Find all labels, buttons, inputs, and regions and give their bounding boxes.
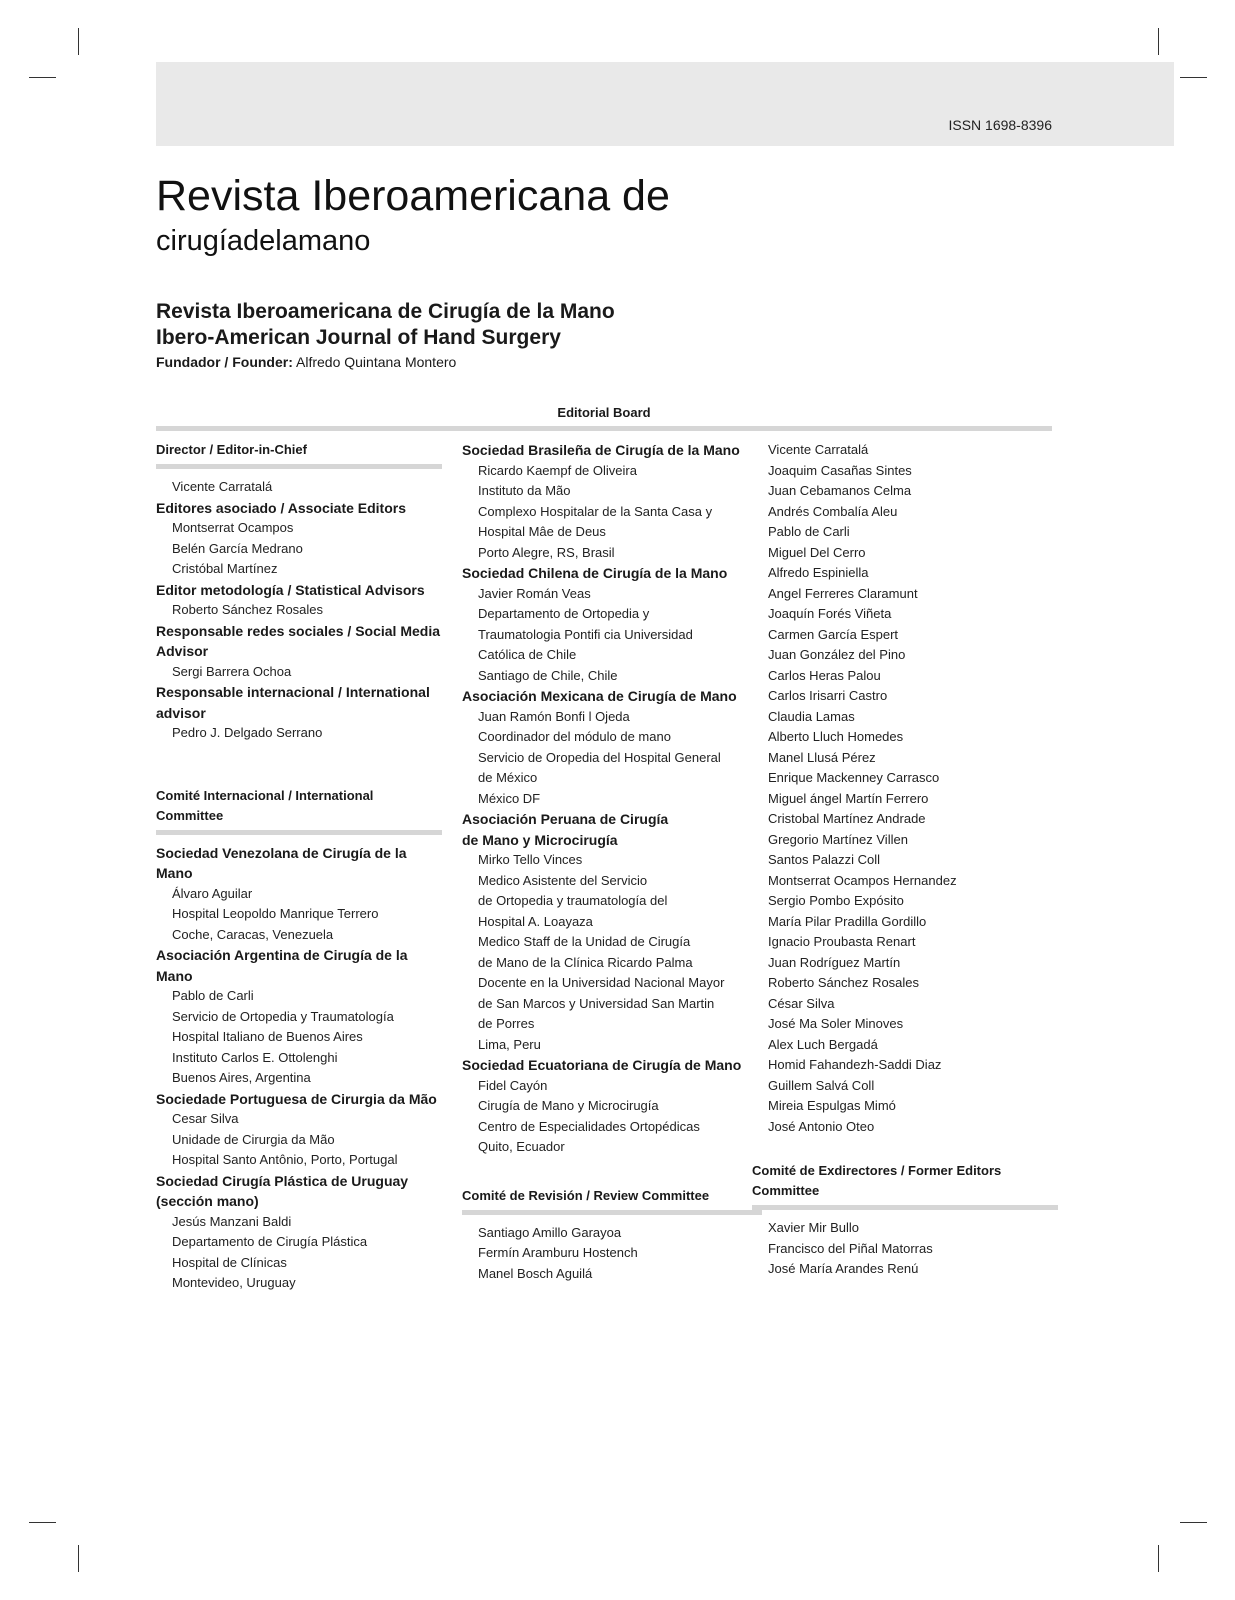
social-media-advisor: Sergi Barrera Ochoa [172, 663, 292, 679]
column-right [752, 440, 1058, 1280]
list-item: Servicio de Ortopedia y Traumatología [172, 1008, 394, 1024]
list-item: Xavier Mir Bullo [768, 1220, 860, 1235]
society-mexico: Asociación Mexicana de Cirugía de Mano [462, 688, 737, 704]
social-media-title-cont: Advisor [156, 643, 209, 659]
society-argentina: Asociación Argentina de Cirugía de la [156, 947, 408, 963]
list-item: México DF [478, 790, 541, 806]
society-argentina-cont: Mano [156, 967, 193, 984]
crop-mark [78, 28, 79, 55]
society-ecuador: Sociedad Ecuatoriana de Cirugía de Mano [462, 1057, 742, 1073]
list-item: de México [478, 770, 538, 785]
list-item: Andrés Combalía Aleu [768, 503, 898, 519]
list-item: Servicio de Oropedia del Hospital General [478, 749, 721, 765]
list-item: de Mano de la Clínica Ricardo Palma [478, 954, 693, 970]
crop-mark [78, 1545, 79, 1572]
list-item: Manel Llusá Pérez [768, 749, 876, 765]
list-item: Manel Bosch Aguilá [478, 1265, 593, 1281]
social-media-title: Responsable redes sociales / Social Media [156, 622, 441, 639]
list-item: Sergio Pombo Expósito [768, 893, 904, 908]
list-item: Alfredo Espiniella [768, 565, 869, 580]
list-item: Coche, Caracas, Venezuela [172, 926, 334, 942]
list-item: Hospital A. Loayaza [478, 913, 593, 929]
list-item: Juan Cebamanos Celma [768, 483, 912, 498]
journal-subtitle: cirugíadelamano [156, 225, 371, 257]
list-item: Guillem Salvá Coll [768, 1077, 875, 1093]
crop-mark [29, 1522, 56, 1523]
list-item: Homid Fahandezh-Saddi Diaz [768, 1057, 942, 1072]
list-item: Hospital de Clínicas [172, 1254, 287, 1270]
list-item: José Antonio Oteo [768, 1118, 875, 1134]
list-item: Santos Palazzi Coll [768, 852, 880, 867]
section-rule [752, 1205, 1058, 1210]
journal-name-es: Revista Iberoamericana de Cirugía de la Mano [156, 300, 615, 323]
list-item: Carlos Heras Palou [768, 667, 881, 683]
list-item: Departamento de Cirugía Plástica [172, 1234, 368, 1249]
list-item: Porto Alegre, RS, Brasil [478, 544, 615, 560]
list-item: Miguel Del Cerro [768, 544, 866, 560]
list-item: Instituto da Mão [478, 483, 571, 498]
list-item: Alberto Lluch Homedes [768, 729, 904, 744]
editorial-board-rule [156, 426, 1052, 431]
issn: ISSN 1698-8396 [948, 117, 1052, 133]
society-brasil: Sociedad Brasileña de Cirugía de la Mano [462, 442, 740, 458]
list-item: Cirugía de Mano y Microcirugía [478, 1098, 659, 1113]
crop-mark [1158, 1545, 1159, 1572]
list-item: Álvaro Aguilar [172, 885, 253, 901]
review-committee-members [768, 440, 1058, 1137]
list-item: Enrique Mackenney Carrasco [768, 770, 940, 785]
list-item: Centro de Especialidades Ortopédicas [478, 1118, 700, 1134]
list-item: Traumatologia Pontifi cia Universidad [478, 626, 693, 642]
list-item: César Silva [768, 995, 835, 1011]
society-portugal: Sociedade Portuguesa de Cirurgia da Mão [156, 1090, 437, 1107]
list-item: Francisco del Piñal Matorras [768, 1240, 933, 1256]
list-item: Cesar Silva [172, 1111, 239, 1126]
society-uruguay: Sociedad Cirugía Plástica de Uruguay [156, 1172, 409, 1189]
international-advisor: Pedro J. Delgado Serrano [172, 725, 323, 740]
list-item: Montevideo, Uruguay [172, 1275, 296, 1290]
list-item: Hospital Italiano de Buenos Aires [172, 1029, 363, 1044]
list-item: Hospital Leopoldo Manrique Terrero [172, 906, 379, 921]
international-advisor-title: Responsable internacional / International [156, 684, 430, 700]
list-item: Buenos Aires, Argentina [172, 1070, 311, 1085]
column-left [156, 440, 442, 1294]
list-item: Docente en la Universidad Nacional Mayor [478, 975, 725, 990]
section-rule [156, 830, 442, 835]
director-name: Vicente Carratalá [172, 479, 273, 494]
list-item: Montserrat Ocampos Hernandez [768, 872, 957, 888]
list-item: Fidel Cayón [478, 1077, 548, 1093]
list-item: Pablo de Carli [768, 524, 850, 539]
list-item: Pablo de Carli [172, 988, 254, 1003]
section-rule [156, 464, 442, 469]
society-peru: Asociación Peruana de Cirugía [462, 811, 669, 827]
list-item: Miguel ángel Martín Ferrero [768, 790, 929, 806]
associate-editor: Belén García Medrano [172, 540, 303, 556]
journal-title: Revista Iberoamericana de [156, 172, 670, 220]
former-editors-title: Comité de Exdirectores / Former Editors [752, 1163, 1002, 1178]
associate-editors-title: Editores asociado / Associate Editors [156, 499, 407, 516]
list-item: Alex Luch Bergadá [768, 1036, 878, 1052]
crop-mark [29, 77, 56, 78]
list-item: Lima, Peru [478, 1036, 541, 1052]
list-item: Cristobal Martínez Andrade [768, 811, 926, 826]
list-item: Hospital Mâe de Deus [478, 524, 606, 539]
list-item: Angel Ferreres Claramunt [768, 585, 918, 601]
society-venezuela-cont: Mano [156, 865, 193, 881]
list-item: María Pilar Pradilla Gordillo [768, 913, 927, 929]
list-item: Juan Ramón Bonfi l Ojeda [478, 708, 630, 724]
founder-line [156, 353, 456, 371]
founder-name: Alfredo Quintana Montero [292, 354, 457, 370]
crop-mark [1180, 1522, 1207, 1523]
list-item: José María Arandes Renú [768, 1261, 919, 1276]
former-editors-title-cont: Committee [752, 1183, 820, 1198]
list-item: Medico Staff de la Unidad de Cirugía [478, 934, 691, 949]
list-item: Complexo Hospitalar de la Santa Casa y [478, 503, 713, 519]
list-item: Católica de Chile [478, 647, 577, 662]
section-rule [462, 1210, 762, 1215]
crop-mark [1158, 28, 1159, 55]
list-item: Javier Román Veas [478, 585, 591, 601]
list-item: Fermín Aramburu Hostench [478, 1245, 638, 1260]
list-item: Joaquim Casañas Sintes [768, 462, 912, 478]
list-item: Vicente Carratalá [768, 442, 869, 457]
list-item: Santiago Amillo Garayoa [478, 1224, 622, 1240]
column-middle [462, 440, 762, 1284]
associate-editor: Cristóbal Martínez [172, 561, 278, 576]
list-item: Juan González del Pino [768, 647, 906, 662]
journal-name-en: Ibero-American Journal of Hand Surgery [156, 326, 561, 349]
list-item: Mirko Tello Vinces [478, 852, 583, 867]
list-item: Hospital Santo Antônio, Porto, Portugal [172, 1152, 398, 1167]
society-peru-cont: de Mano y Microcirugía [462, 831, 618, 848]
list-item: Instituto Carlos E. Ottolenghi [172, 1049, 338, 1065]
header-band [156, 62, 1174, 146]
list-item: Departamento de Ortopedia y [478, 606, 650, 621]
society-venezuela: Sociedad Venezolana de Cirugía de la [156, 844, 407, 861]
society-chile: Sociedad Chilena de Cirugía de la Mano [462, 565, 728, 581]
list-item: Santiago de Chile, Chile [478, 667, 618, 683]
list-item: Gregorio Martínez Villen [768, 831, 908, 847]
list-item: Quito, Ecuador [478, 1139, 565, 1154]
list-item: José Ma Soler Minoves [768, 1016, 904, 1031]
review-committee-title: Comité de Revisión / Review Committee [462, 1187, 710, 1203]
founder-label: Fundador / Founder: [156, 354, 293, 370]
crop-mark [1180, 77, 1207, 78]
list-item: Juan Rodríguez Martín [768, 954, 901, 970]
list-item: Ricardo Kaempf de Oliveira [478, 462, 637, 478]
list-item: de San Marcos y Universidad San Martin [478, 995, 715, 1011]
list-item: Ignacio Proubasta Renart [768, 934, 916, 949]
list-item: Jesús Manzani Baldi [172, 1213, 292, 1229]
list-item: de Ortopedia y traumatología del [478, 893, 668, 908]
list-item: Coordinador del módulo de mano [478, 729, 671, 744]
statistical-advisors-title: Editor metodología / Statistical Advisors [156, 581, 425, 598]
list-item: Carlos Irisarri Castro [768, 688, 888, 703]
list-item: Unidade de Cirurgia da Mão [172, 1131, 335, 1147]
statistical-advisor: Roberto Sánchez Rosales [172, 602, 324, 617]
society-uruguay-cont: (sección mano) [156, 1193, 259, 1209]
list-item: Medico Asistente del Servicio [478, 872, 648, 888]
list-item: Joaquín Forés Viñeta [768, 606, 892, 621]
international-advisor-title-cont: advisor [156, 704, 206, 721]
associate-editor: Montserrat Ocampos [172, 520, 294, 535]
editorial-board-title: Editorial Board [557, 405, 651, 420]
list-item: Claudia Lamas [768, 708, 855, 724]
list-item: Roberto Sánchez Rosales [768, 975, 920, 990]
international-committee-title: Comité Internacional / International Committee [156, 787, 374, 823]
director-title: Director / Editor-in-Chief [156, 442, 307, 457]
list-item: Mireia Espulgas Mimó [768, 1098, 896, 1113]
list-item: Carmen García Espert [768, 626, 899, 642]
list-item: de Porres [478, 1016, 535, 1031]
